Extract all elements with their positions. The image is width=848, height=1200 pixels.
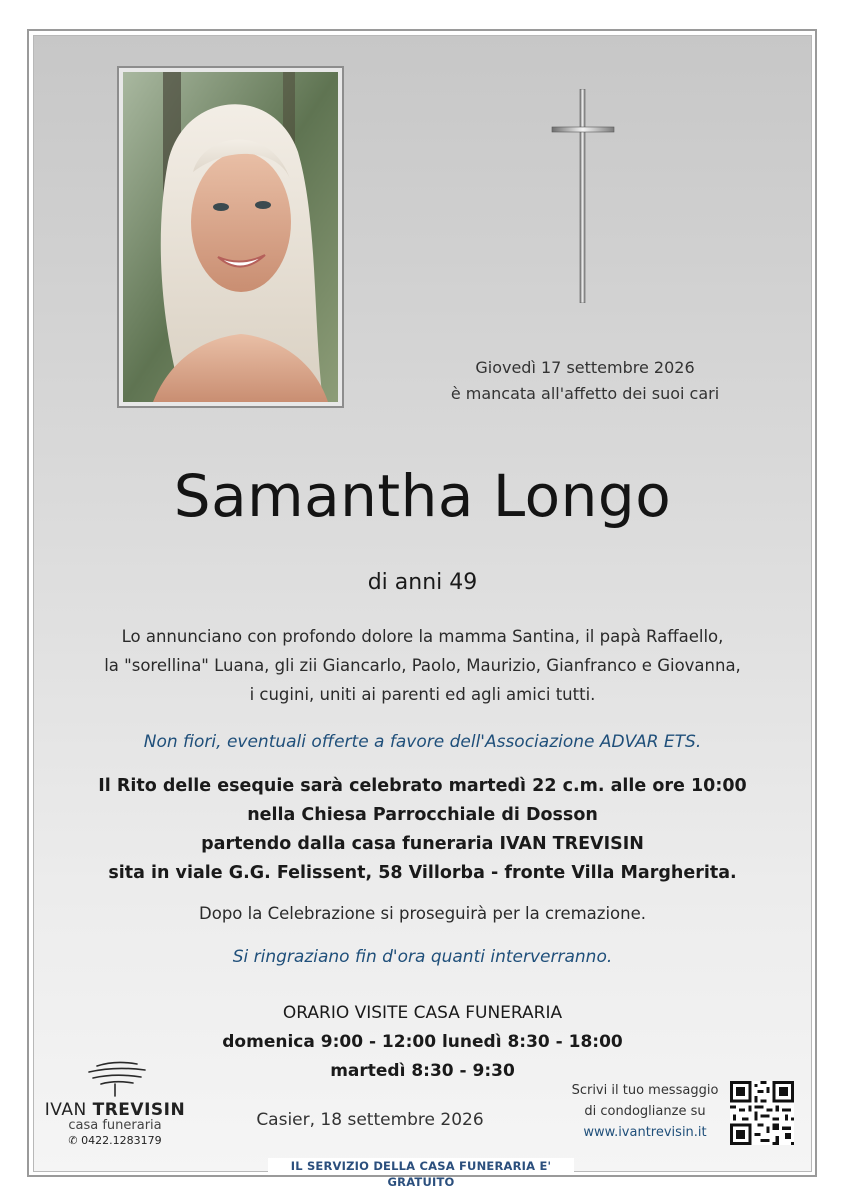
condolences-line: Scrivi il tuo messaggio — [571, 1083, 719, 1098]
footer-note: IL SERVIZIO DELLA CASA FUNERARIA E' GRATUITO — [268, 1158, 574, 1174]
deceased-name: Samantha Longo — [173, 462, 672, 530]
funeral-home-subtitle: casa funeraria — [68, 1118, 162, 1133]
portrait-frame — [117, 66, 344, 408]
phone-icon: ✆ — [68, 1134, 78, 1147]
ceremony-line: nella Chiesa Parrocchiale di Dosson — [247, 805, 598, 825]
portrait-image — [123, 72, 338, 402]
visiting-hours-title: ORARIO VISITE CASA FUNERARIA — [282, 1003, 563, 1023]
visiting-hours-line: domenica 9:00 - 12:00 lunedì 8:30 - 18:00 — [222, 1032, 623, 1052]
donation-note: Non fiori, eventuali offerte a favore dell'Associazione ADVAR ETS. — [143, 732, 702, 752]
cremation-note: Dopo la Celebrazione si proseguirà per la cremazione. — [199, 904, 646, 923]
condolences-link[interactable]: www.ivantrevisin.it — [583, 1125, 707, 1140]
thanks-note: Si ringraziano fin d'ora quanti interverranno. — [232, 947, 613, 967]
visiting-hours-line: martedì 8:30 - 9:30 — [330, 1061, 515, 1081]
tree-icon — [75, 1058, 155, 1098]
place-date: Casier, 18 settembre 2026 — [256, 1110, 484, 1130]
passing-line: è mancata all'affetto dei suoi cari — [450, 384, 720, 403]
ceremony-line: partendo dalla casa funeraria IVAN TREVISIN — [201, 834, 644, 854]
ceremony-line: Il Rito delle esequie sarà celebrato martedì 22 c.m. alle ore 10:00 — [98, 776, 747, 796]
condolences-message — [560, 1080, 730, 1143]
funeral-home-name: IVAN TREVISIN — [44, 1100, 186, 1120]
family-paragraph — [33, 622, 812, 709]
deceased-age: di anni 49 — [367, 570, 478, 595]
funeral-home-logo — [40, 1058, 190, 1147]
ceremony-line: sita in viale G.G. Felissent, 58 Villorba - fronte Villa Margherita. — [108, 863, 737, 883]
condolences-line: di condoglianze su — [584, 1104, 706, 1119]
family-line: Lo annunciano con profondo dolore la mamma Santina, il papà Raffaello, — [121, 627, 724, 646]
date-line: Giovedì 17 settembre 2026 — [475, 358, 695, 377]
ceremony-details — [33, 772, 812, 888]
funeral-home-phone: ✆ 0422.1283179 — [68, 1134, 162, 1147]
death-info — [440, 355, 730, 407]
family-line: i cugini, uniti ai parenti ed agli amici tutti. — [249, 685, 596, 704]
cross-icon — [550, 89, 616, 303]
family-line: la "sorellina" Luana, gli zii Giancarlo, Paolo, Maurizio, Gianfranco e Giovanna, — [104, 656, 741, 675]
qr-code-icon[interactable] — [730, 1081, 794, 1145]
portrait-photo — [123, 72, 338, 402]
